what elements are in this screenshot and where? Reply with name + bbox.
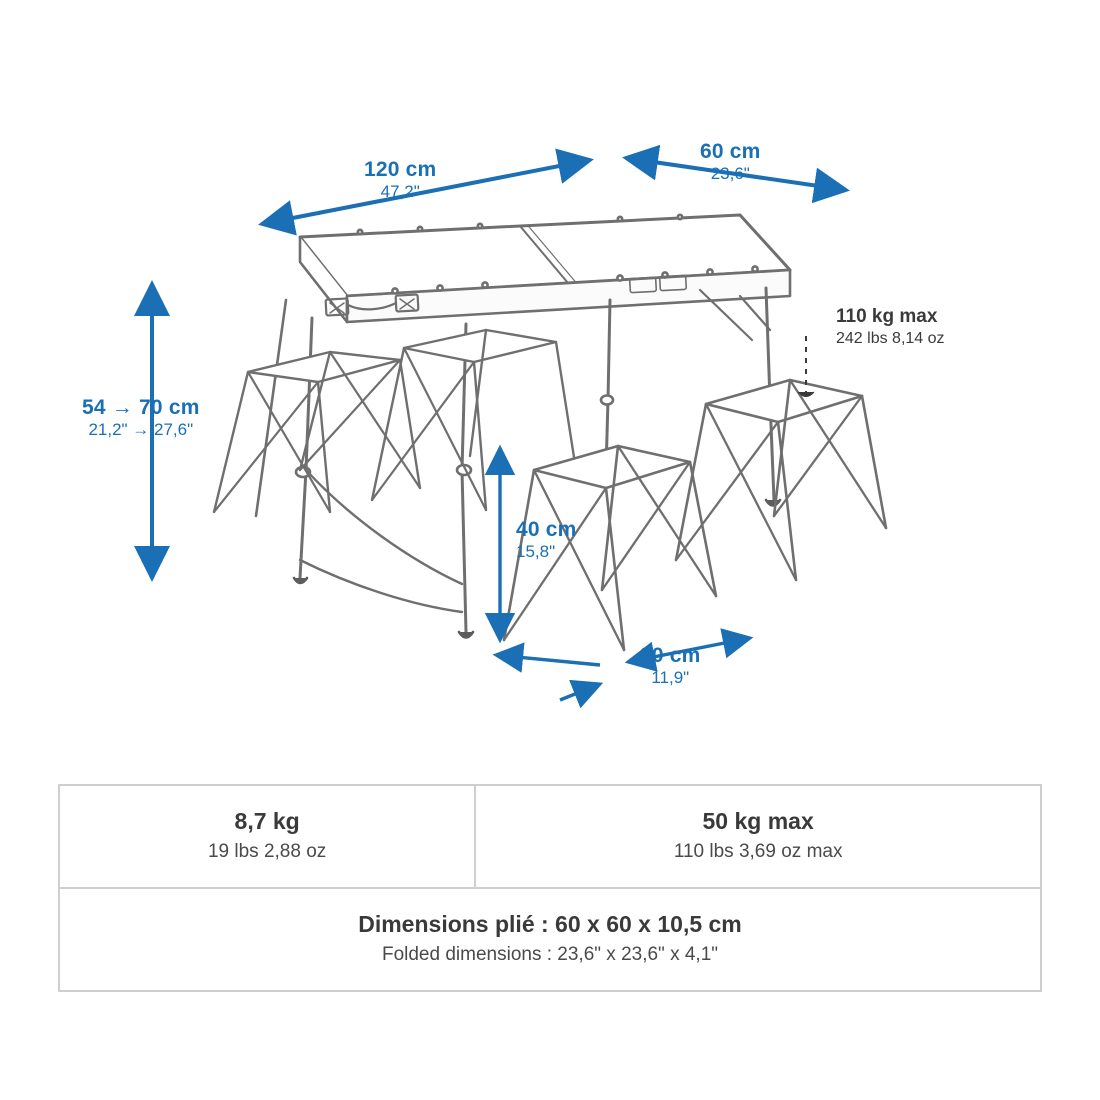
dimension-width-primary: 120 cm (364, 158, 437, 181)
stool-left-front (372, 330, 576, 510)
spec-max-load-secondary: 110 lbs 3,69 oz max (673, 841, 843, 862)
dimension-seat-width-primary: 30 cm (640, 644, 701, 667)
spec-folded-primary: Dimensions plié : 60 x 60 x 10,5 cm (358, 911, 742, 937)
spec-cell-weight (59, 785, 475, 888)
dimension-depth-primary: 60 cm (700, 140, 761, 163)
dimension-depth-secondary: 23,6" (710, 164, 750, 184)
seat-load-primary: 110 kg max (836, 306, 938, 327)
dimension-seat-width-secondary: 11,9" (651, 668, 690, 688)
table-row (59, 888, 1041, 991)
dimension-seat-height-secondary: 15,8" (516, 542, 556, 562)
table-and-stools-drawing (214, 215, 886, 650)
spec-weight-primary: 8,7 kg (234, 808, 300, 834)
dimension-height-range-secondary: 21,2" → 27,6" (88, 420, 194, 440)
spec-max-load-primary: 50 kg max (702, 808, 814, 834)
spec-cell-max-load (475, 785, 1041, 888)
table-row (59, 785, 1041, 888)
dimension-height-range-primary: 54 → 70 cm (82, 396, 200, 419)
dimension-depth-label (700, 140, 761, 184)
seat-load-label (836, 306, 945, 348)
spec-weight-secondary: 19 lbs 2,88 oz (207, 841, 327, 862)
specifications-table (58, 784, 1042, 992)
dimension-seat-height-primary: 40 cm (516, 518, 577, 541)
spec-cell-folded-dimensions (59, 888, 1041, 991)
dimension-height-range-label (82, 396, 200, 440)
dimension-seat-width-label (640, 644, 701, 688)
seat-load-secondary: 242 lbs 8,14 oz (836, 329, 945, 347)
dimension-width-label (364, 158, 436, 202)
spec-folded-secondary: Folded dimensions : 23,6" x 23,6" x 4,1" (381, 944, 719, 965)
stool-left-rear (214, 352, 420, 512)
dimension-seat-height-label (516, 518, 577, 562)
dimension-width-secondary: 47,2" (380, 182, 420, 202)
